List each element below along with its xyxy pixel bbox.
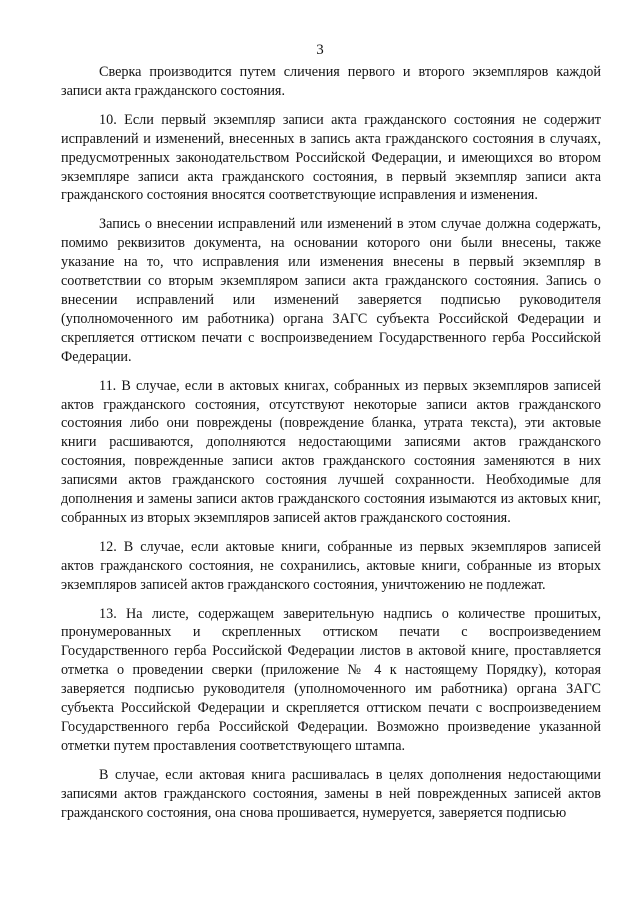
paragraph-item-11: 11. В случае, если в актовых книгах, собранных из первых экземпляров записей актов гражданского состояния, отсутствуют некоторые записи актов гражданского состояния либо они повреждены (повреждение бланка, утрата текста), эти актовые книги расшиваются, дополняются недостающими записями актов гражданского состояния, поврежденные записи актов гражданского состояния заменяются в них записями актов гражданского состояния лучшей сохранности. Необходимые для дополнения и замены записи актов гражданского состояния изымаются из актовых книг, собранных из вторых экземпляров записей актов гражданского состояния. bbox=[61, 377, 601, 526]
paragraph-rebinding: В случае, если актовая книга расшивалась в целях дополнения недостающими записями актов гражданского состояния, замены в ней поврежденных записей актов гражданского состояния, она снова прошивается, нумеруется, заверяется подписью bbox=[61, 766, 601, 821]
document-body bbox=[61, 63, 601, 823]
paragraph-item-10: 10. Если первый экземпляр записи акта гражданского состояния не содержит исправлений и изменений, внесенных в запись акта гражданского состояния в случаях, предусмотренных законодательством Российской Федерации, и имеющихся во втором экземпляре записи акта гражданского состояния, в первый экземпляр записи акта гражданского состояния вносятся соответствующие исправления и изменения. bbox=[61, 111, 601, 204]
page-number: 3 bbox=[316, 42, 324, 58]
paragraph-reconciliation: Сверка производится путем сличения первого и второго экземпляров каждой записи акта гражданского состояния. bbox=[61, 64, 601, 99]
paragraph-item-13: 13. На листе, содержащем заверительную надпись о количестве прошитых, пронумерованных и скрепленных оттиском печати с воспроизведением Государственного герба Российской Федерации листов в актовой книге, проставляется отметка о проведении сверки (приложение № 4 к настоящему Порядку), которая заверяется подписью руководителя (уполномоченного им работника) органа ЗАГС субъекта Российской Федерации и скрепляется оттиском печати с воспроизведением Государственного герба Российской Федерации. Возможно произведение указанной отметки путем проставления соответствующего штампа. bbox=[61, 605, 601, 754]
paragraph-correction-record: Запись о внесении исправлений или изменений в этом случае должна содержать, помимо реквизитов документа, на основании которого они были внесены, также указание на то, что исправления или изменения внесены в первый экземпляр в соответствии со вторым экземпляром записи акта гражданского состояния. Запись о внесении исправлений или изменений заверяется подписью руководителя (уполномоченного им работника) органа ЗАГС субъекта Российской Федерации и скрепляется оттиском печати с воспроизведением Государственного герба Российской Федерации. bbox=[61, 216, 601, 365]
paragraph-item-12: 12. В случае, если актовые книги, собранные из первых экземпляров записей актов гражданского состояния, не сохранились, актовые книги, собранные из вторых экземпляров записей актов гражданского состояния, уничтожению не подлежат. bbox=[61, 538, 601, 593]
